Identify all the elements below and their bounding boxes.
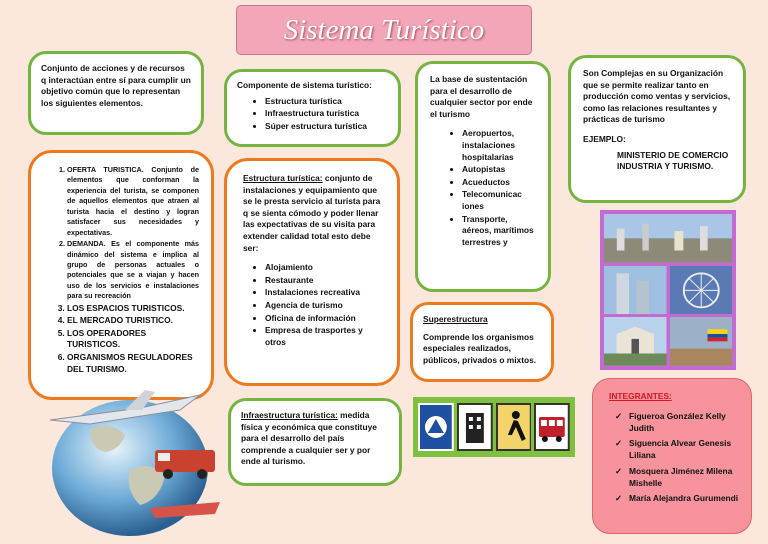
estructura-text: Estructura turística: conjunto de instalaciones y equipamiento que se le presta servicio al turista para q se sienta cómodo y poder llenar las expectativas de su visita para extender calidad total esto debe ser: [243, 173, 381, 253]
ferris-wheel-photo [670, 266, 733, 315]
componentes-box [224, 69, 401, 147]
integrantes-box [592, 378, 752, 534]
list-item: 5. LOS OPERADORES TURISTICOS. [67, 328, 199, 351]
ejemplo-text: MINISTERIO DE COMERCIO INDUSTRIA Y TURISMO. [617, 149, 729, 172]
intro-box [28, 51, 204, 135]
towers-photo [604, 266, 667, 315]
list-item: • Autopistas [462, 164, 536, 176]
list-item: • Agencia de turismo [265, 300, 385, 312]
city-photos [600, 210, 736, 370]
superestructura-text: Comprende los organismos especiales realizados, públicos, privados o mixtos. [423, 331, 537, 365]
elementos-box [28, 150, 214, 400]
bus-sign-icon [534, 403, 570, 451]
integrantes-heading: INTEGRANTES: [609, 391, 672, 401]
list-item: 4. EL MERCADO TURISTICO. [67, 315, 199, 327]
list-item: ✓ María Alejandra Gurumendi [615, 493, 743, 505]
superestructura-box [410, 302, 554, 382]
tourism-signs-strip [413, 397, 575, 457]
list-item: • Infraestructura turística [265, 108, 388, 120]
list-item: 2. DEMANDA. Es el componente más dinámico del sistema e implica al grupo de personas actuales o potenciales que se a viajan y hacen uso de los servicios e instalaciones para su recreación [67, 239, 199, 302]
complejas-box [568, 55, 746, 203]
list-item: • Telecomunicaciones [462, 189, 522, 212]
infraestructura-text: Infraestructura turística: medida física y económica que constituye para el desarrollo del país comprende a cualquier ser y por ende al turismo. [241, 410, 377, 467]
list-item: • Restaurante [265, 275, 385, 287]
list-item: • Transporte, aéreos, marítimos terrestres y [462, 214, 536, 249]
estructura-box [224, 158, 400, 386]
infraestructura-box [228, 398, 402, 486]
plaza-flag-photo [670, 317, 733, 366]
complejas-text: Son Complejas en su Organización que se permite realizar tanto en producción como ventas y servicios, como las relaciones resultantes y prácticas de turismo [583, 68, 731, 125]
list-item: • Aeropuertos, instalaciones hospitalarias [462, 128, 536, 163]
list-item: 6. ORGANISMOS REGULADORES DEL TURISMO. [67, 352, 199, 375]
intro-text: Conjunto de acciones y de recursos q interactúan entre sí para cumplir un objetivo común que lo representan los siguientes elementos. [41, 63, 191, 108]
estructura-list [243, 262, 385, 348]
monument-photo [604, 317, 667, 366]
mountain-sign-icon [418, 403, 454, 451]
infra-base-list [430, 128, 536, 248]
globe-transport-illustration [30, 390, 230, 540]
city-skyline-photo [604, 214, 732, 263]
page-title: Sistema Turístico [283, 13, 485, 46]
infra-base-text: La base de sustentación para el desarrollo de cualquier sector por ende el turismo [430, 74, 533, 119]
hiker-sign-icon [496, 403, 532, 451]
list-item: • Oficina de información [265, 313, 385, 325]
list-item: 3. LOS ESPACIOS TURISTICOS. [67, 303, 199, 315]
list-item: ✓ Figueroa González Kelly Judith [615, 411, 743, 435]
title-banner [236, 5, 532, 55]
list-item: ✓ Siguencia Alvear Genesis Liliana [615, 438, 743, 462]
infra-base-box [415, 61, 551, 292]
list-item: • Empresa de trasportes y otros [265, 325, 385, 348]
list-item: • Estructura turística [265, 96, 388, 108]
list-item: • Acueductos [462, 177, 536, 189]
elementos-list [43, 165, 199, 375]
list-item: ✓ Mosquera Jiménez Milena Mishelle [615, 466, 743, 490]
componentes-list [237, 96, 388, 133]
componentes-heading: Componente de sistema turístico: [237, 80, 372, 90]
list-item: • Alojamiento [265, 262, 385, 274]
superestructura-heading: Superestructura [423, 314, 488, 324]
list-item: • Instalaciones recreativa [265, 287, 385, 299]
building-sign-icon [457, 403, 493, 451]
integrantes-list [601, 411, 743, 505]
list-item: 1. OFERTA TURISTICA. Conjunto de elementos que conforman la experiencia del turista, se componen de aquellos elementos que atraen al turista hacia el destino y logran satisfacer sus necesidades y expectativas. [67, 165, 199, 238]
list-item: • Súper estructura turística [265, 121, 388, 133]
ejemplo-label: EJEMPLO: [583, 133, 626, 144]
